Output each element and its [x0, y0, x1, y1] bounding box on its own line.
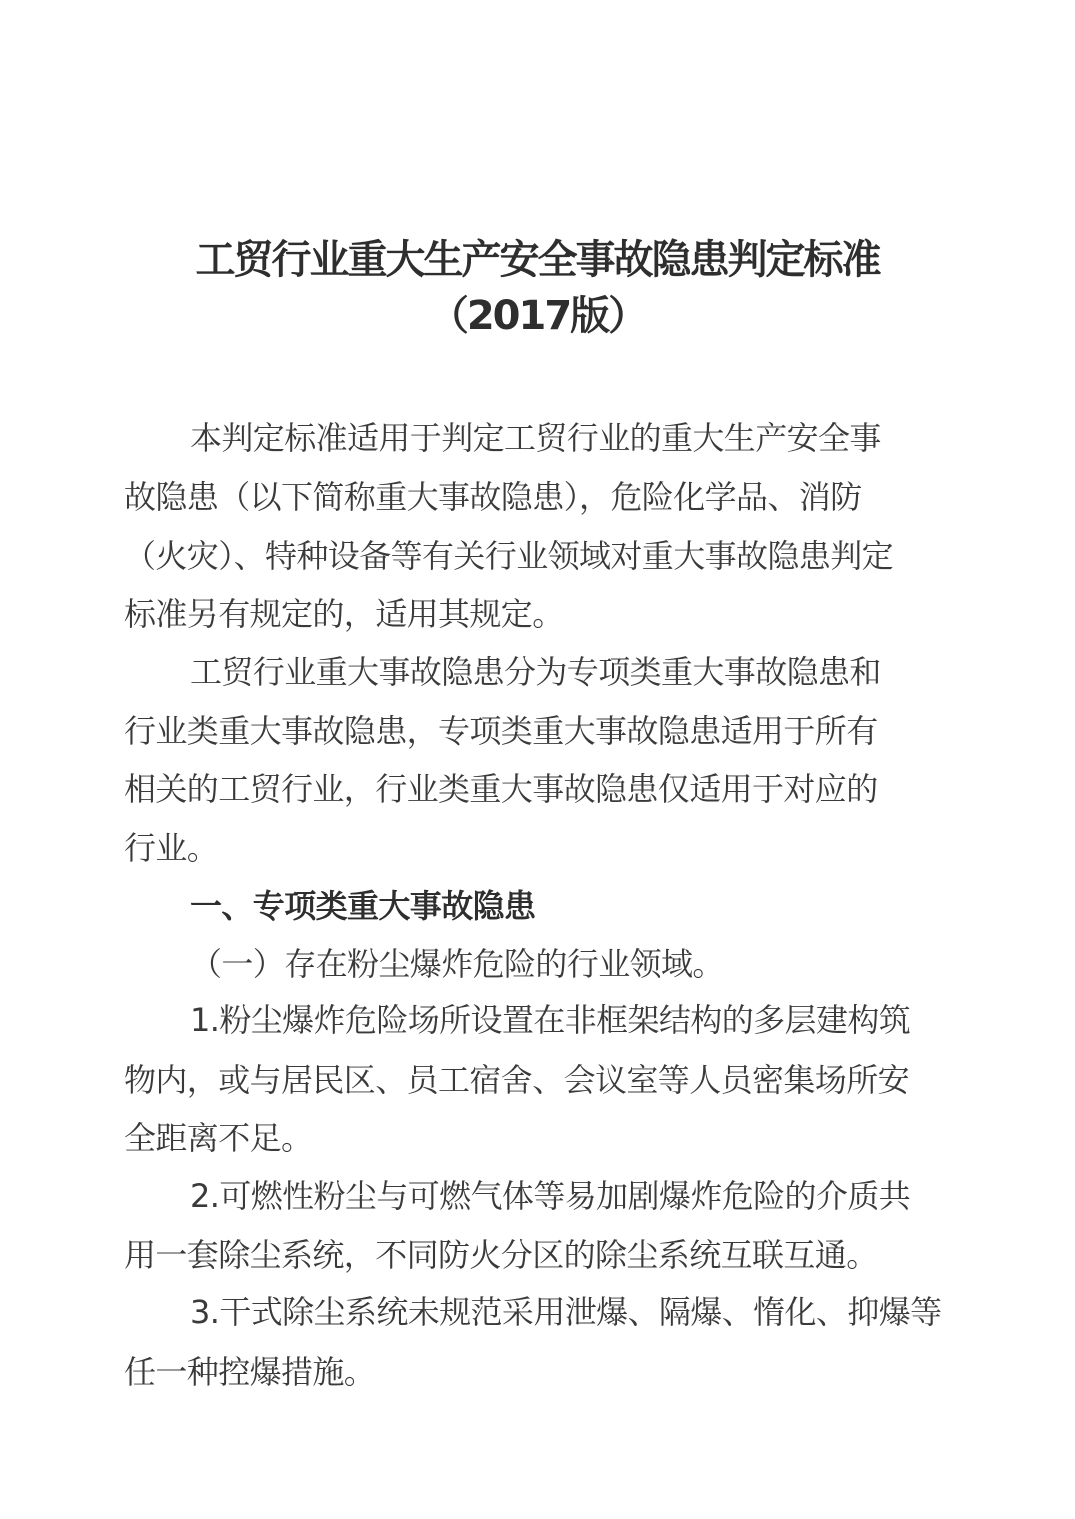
item-3-line: 3.干式除尘系统未规范采用泄爆、隔爆、惰化、抑爆等	[190, 1293, 942, 1331]
paragraph-2-line: 相关的工贸行业，行业类重大事故隐患仅适用于对应的	[124, 770, 878, 808]
item-1-line: 全距离不足。	[124, 1119, 313, 1157]
paragraph-1-line: 标准另有规定的，适用其规定。	[124, 595, 564, 633]
paragraph-1-line: （火灾）、特种设备等有关行业领域对重大事故隐患判定	[124, 537, 894, 575]
document-title: 工贸行业重大生产安全事故隐患判定标准	[195, 237, 880, 283]
paragraph-2-line: 行业。	[124, 829, 219, 867]
paragraph-1-line: 本判定标准适用于判定工贸行业的重大生产安全事	[190, 419, 881, 457]
paragraph-2-line: 行业类重大事故隐患，专项类重大事故隐患适用于所有	[124, 712, 878, 750]
document-title-version: （2017版）	[428, 293, 647, 339]
paragraph-2-line: 工贸行业重大事故隐患分为专项类重大事故隐患和	[190, 653, 881, 691]
item-3-line: 任一种控爆措施。	[124, 1353, 376, 1391]
subsection-heading: （一）存在粉尘爆炸危险的行业领域。	[190, 945, 724, 983]
item-1-line: 物内，或与居民区、员工宿舍、会议室等人员密集场所安	[124, 1061, 910, 1099]
item-2-line: 用一套除尘系统，不同防火分区的除尘系统互联互通。	[124, 1236, 878, 1274]
item-2-line: 2.可燃性粉尘与可燃气体等易加剧爆炸危险的介质共	[190, 1177, 911, 1215]
paragraph-1-line: 故隐患（以下简称重大事故隐患），危险化学品、消防	[124, 478, 862, 516]
item-1-line: 1.粉尘爆炸危险场所设置在非框架结构的多层建构筑	[190, 1001, 911, 1039]
section-heading: 一、专项类重大事故隐患	[190, 887, 536, 925]
